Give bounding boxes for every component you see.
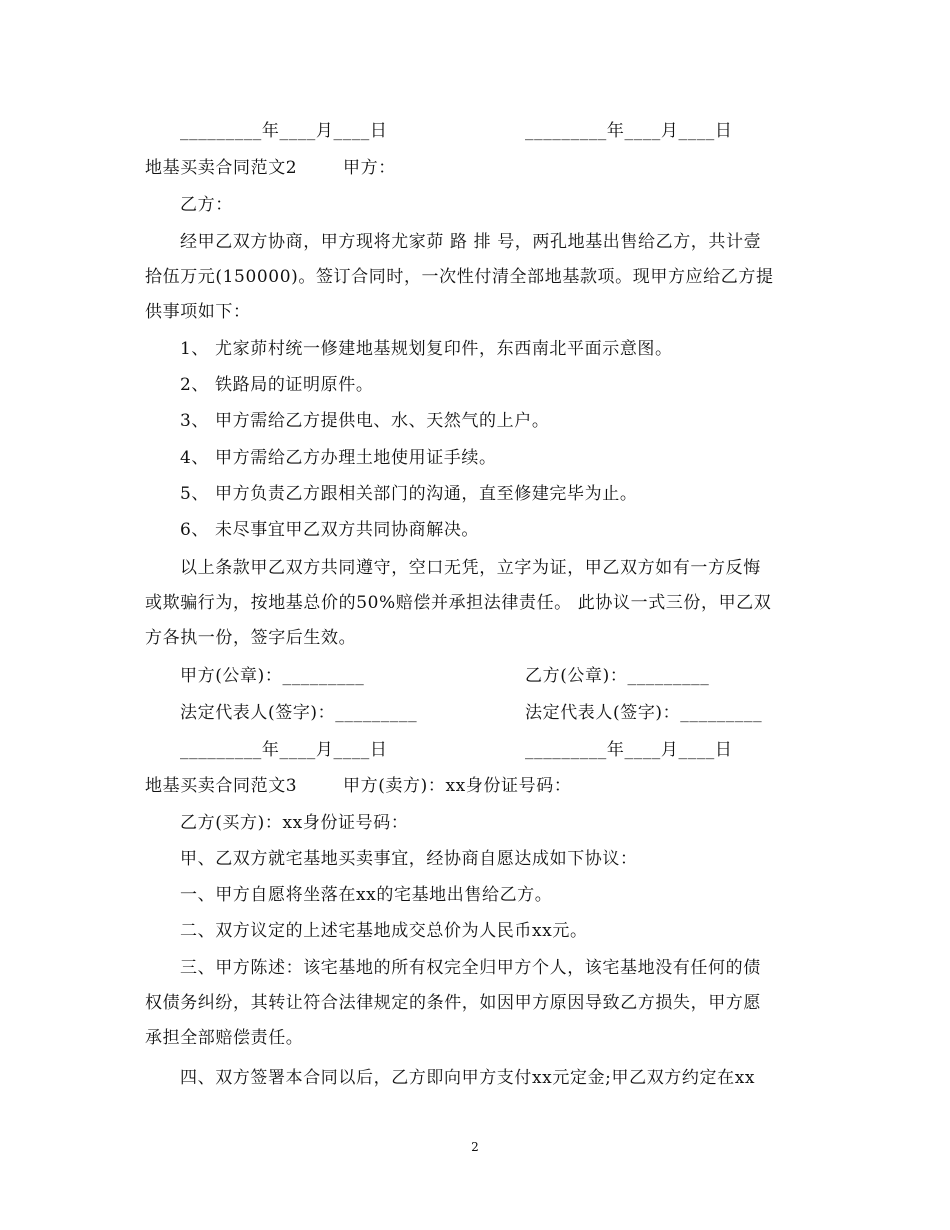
signature-line — [180, 665, 805, 687]
date-right: _________年____月____日 — [525, 740, 733, 760]
list-item: 2、 铁路局的证明原件。 — [180, 375, 374, 395]
party-b-representative: 法定代表人(签字)：_________ — [525, 703, 763, 723]
section-title: 地基买卖合同范文2 — [145, 158, 298, 178]
clause-4: 四、双方签署本合同以后，乙方即向甲方支付xx元定金;甲乙双方约定在xx — [180, 1068, 756, 1088]
paragraph-line: 方各执一份，签字后生效。 — [145, 628, 357, 648]
list-item: 6、 未尽事宜甲乙双方共同协商解决。 — [180, 520, 480, 540]
date-left: _________年____月____日 — [180, 121, 388, 141]
paragraph-line: 或欺骗行为，按地基总价的50%赔偿并承担法律责任。 此协议一式三份，甲乙双 — [145, 593, 772, 613]
party-b-buyer: 乙方(买方)：xx身份证号码： — [180, 813, 409, 833]
page-number: 2 — [471, 1140, 479, 1154]
party-a-seller: 甲方(卖方)：xx身份证号码： — [343, 776, 572, 796]
representative-line — [180, 702, 805, 724]
party-b-label: 乙方： — [180, 195, 233, 215]
date-left: _________年____月____日 — [180, 740, 388, 760]
clause-2: 二、双方议定的上述宅基地成交总价为人民币xx元。 — [180, 921, 588, 941]
party-a-seal: 甲方(公章)：_________ — [180, 666, 365, 686]
list-item: 3、 甲方需给乙方提供电、水、天然气的上户。 — [180, 411, 550, 431]
paragraph-line: 甲、乙双方就宅基地买卖事宜，经协商自愿达成如下协议： — [180, 849, 638, 869]
paragraph-line: 经甲乙双方协商，甲方现将尤家茆 路 排 号，两孔地基出售给乙方，共计壹 — [180, 232, 762, 252]
paragraph-line: 权债务纠纷，其转让符合法律规定的条件，如因甲方原因导致乙方损失，甲方愿 — [145, 993, 761, 1013]
section-heading-2 — [145, 157, 805, 179]
paragraph-line: 承担全部赔偿责任。 — [145, 1028, 304, 1048]
party-a-label: 甲方： — [343, 158, 396, 178]
section-heading-3 — [145, 775, 805, 797]
list-item: 5、 甲方负责乙方跟相关部门的沟通，直至修建完毕为止。 — [180, 484, 638, 504]
date-right: _________年____月____日 — [525, 121, 733, 141]
list-item: 1、 尤家茆村统一修建地基规划复印件，东西南北平面示意图。 — [180, 339, 673, 359]
paragraph-line: 拾伍万元(150000)。签订合同时，一次性付清全部地基款项。现甲方应给乙方提 — [145, 267, 774, 287]
party-b-seal: 乙方(公章)：_________ — [525, 666, 710, 686]
clause-3: 三、甲方陈述：该宅基地的所有权完全归甲方个人，该宅基地没有任何的债 — [180, 958, 761, 978]
date-line — [180, 120, 805, 142]
list-item: 4、 甲方需给乙方办理土地使用证手续。 — [180, 448, 497, 468]
party-a-representative: 法定代表人(签字)：_________ — [180, 703, 418, 723]
section-title: 地基买卖合同范文3 — [145, 776, 298, 796]
clause-1: 一、甲方自愿将坐落在xx的宅基地出售给乙方。 — [180, 885, 553, 905]
date-line — [180, 739, 805, 761]
paragraph-line: 以上条款甲乙双方共同遵守，空口无凭，立字为证，甲乙双方如有一方反悔 — [180, 558, 761, 578]
paragraph-line: 供事项如下： — [145, 302, 251, 322]
